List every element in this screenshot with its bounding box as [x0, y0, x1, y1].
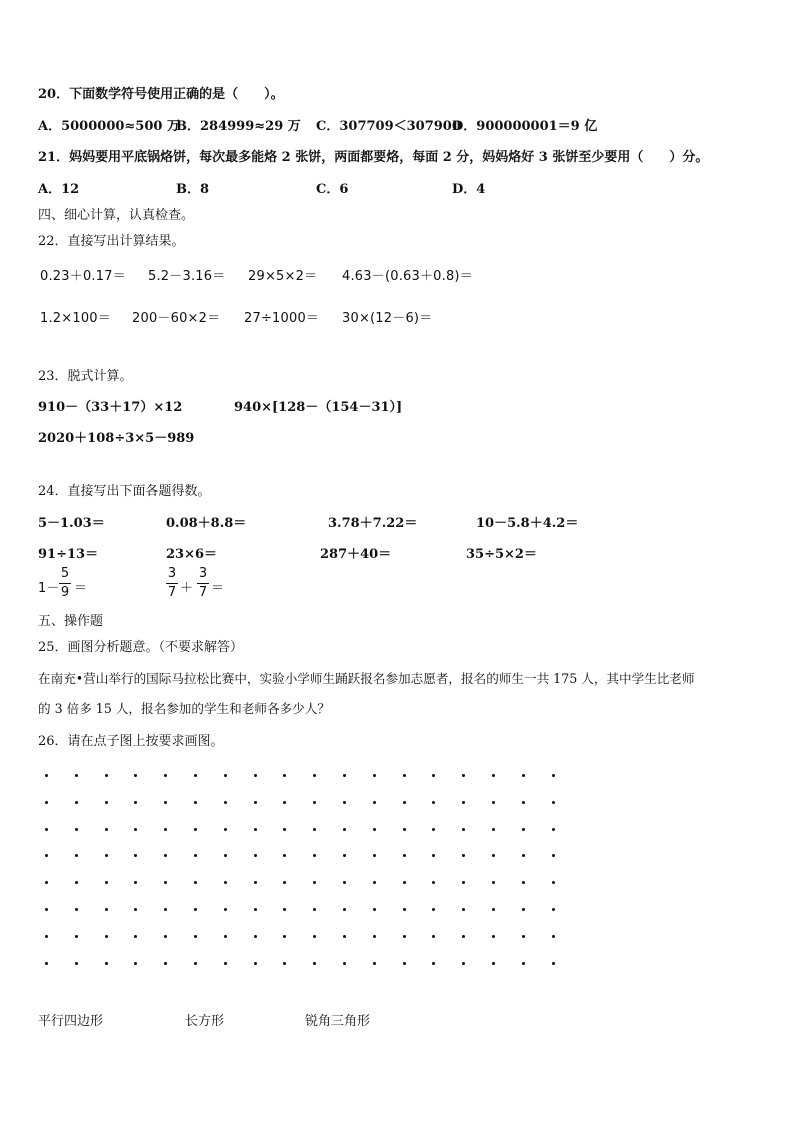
section-5-heading: 五、操作题	[38, 614, 104, 629]
grid-dot[interactable]	[313, 962, 316, 965]
grid-dot[interactable]	[105, 881, 108, 884]
q21-stem: 21．妈妈要用平底锅烙饼，每次最多能烙 2 张饼，两面都要烙，每面 2 分，妈妈烙好 3 张饼至少要用（ ）分。	[38, 150, 709, 165]
grid-dot[interactable]	[343, 881, 346, 884]
grid-dot[interactable]	[432, 854, 435, 857]
grid-dot[interactable]	[105, 854, 108, 857]
grid-dot[interactable]	[403, 962, 406, 965]
grid-dot[interactable]	[283, 828, 286, 831]
grid-dot[interactable]	[75, 881, 78, 884]
grid-dot[interactable]	[45, 828, 48, 831]
q26-label-rectangle: 长方形	[185, 1014, 225, 1029]
grid-dot[interactable]	[45, 908, 48, 911]
q26-label-parallelogram: 平行四边形	[38, 1014, 104, 1029]
grid-dot[interactable]	[432, 935, 435, 938]
grid-dot[interactable]	[552, 962, 555, 965]
q23-item-2: 940×[128－（154－31）]	[234, 400, 403, 415]
grid-dot[interactable]	[403, 801, 406, 804]
grid-dot[interactable]	[134, 774, 137, 777]
grid-dot[interactable]	[552, 908, 555, 911]
q22-expr-3: 29×5×2＝	[248, 269, 318, 284]
grid-dot[interactable]	[194, 854, 197, 857]
grid-dot[interactable]	[313, 774, 316, 777]
q22-expr-5: 1.2×100＝	[40, 311, 111, 326]
q20-stem: 20．下面数学符号使用正确的是（ ）。	[38, 87, 284, 102]
grid-dot[interactable]	[75, 908, 78, 911]
grid-dot[interactable]	[283, 774, 286, 777]
grid-dot[interactable]	[522, 908, 525, 911]
grid-dot[interactable]	[462, 962, 465, 965]
grid-dot[interactable]	[343, 801, 346, 804]
grid-dot[interactable]	[492, 881, 495, 884]
grid-dot[interactable]	[164, 854, 167, 857]
grid-dot[interactable]	[552, 801, 555, 804]
grid-dot[interactable]	[432, 828, 435, 831]
q23-item-3: 2020＋108÷3×5－989	[38, 431, 195, 446]
grid-dot[interactable]	[105, 935, 108, 938]
grid-dot[interactable]	[134, 854, 137, 857]
q24-frac2-plus: ＋	[180, 581, 194, 596]
grid-dot[interactable]	[164, 881, 167, 884]
grid-dot[interactable]	[224, 774, 227, 777]
grid-dot[interactable]	[552, 828, 555, 831]
grid-dot[interactable]	[522, 774, 525, 777]
grid-dot[interactable]	[432, 908, 435, 911]
q26-label-acute-triangle: 锐角三角形	[305, 1014, 371, 1029]
grid-dot[interactable]	[522, 828, 525, 831]
grid-dot[interactable]	[283, 854, 286, 857]
grid-dot[interactable]	[522, 801, 525, 804]
q24-frac2-numerator-1: 3	[167, 566, 177, 581]
grid-dot[interactable]	[373, 962, 376, 965]
q26-stem: 26．请在点子图上按要求画图。	[38, 734, 224, 749]
grid-dot[interactable]	[45, 801, 48, 804]
grid-dot[interactable]	[432, 881, 435, 884]
grid-dot[interactable]	[194, 801, 197, 804]
q25-text-line-1: 在南充•营山举行的国际马拉松比赛中，实验小学师生踊跃报名参加志愿者，报名的师生一共 175 人，其中学生比老师	[38, 671, 695, 686]
q24-frac2-numerator-2: 3	[198, 566, 208, 581]
grid-dot[interactable]	[313, 801, 316, 804]
grid-dot[interactable]	[313, 828, 316, 831]
q24-expr-7: 287＋40＝	[320, 547, 392, 562]
q24-frac2-second-fraction	[197, 566, 209, 601]
q24-expr-5: 91÷13＝	[38, 547, 99, 562]
q24-frac1-numerator: 5	[60, 566, 70, 581]
q20-option-b: B．284999≈29 万	[176, 119, 301, 134]
q24-expr-1: 5－1.03＝	[38, 516, 105, 531]
grid-dot[interactable]	[224, 935, 227, 938]
grid-dot[interactable]	[462, 908, 465, 911]
grid-dot[interactable]	[164, 774, 167, 777]
grid-dot[interactable]	[45, 774, 48, 777]
grid-dot[interactable]	[492, 908, 495, 911]
grid-dot[interactable]	[522, 854, 525, 857]
q22-expr-6: 200－60×2＝	[132, 311, 221, 326]
q20-option-a: A．5000000≈500 万	[38, 119, 180, 134]
grid-dot[interactable]	[492, 828, 495, 831]
grid-dot[interactable]	[313, 935, 316, 938]
q24-stem: 24．直接写出下面各题得数。	[38, 484, 211, 499]
grid-dot[interactable]	[45, 881, 48, 884]
grid-dot[interactable]	[283, 962, 286, 965]
grid-dot[interactable]	[373, 801, 376, 804]
grid-dot[interactable]	[403, 908, 406, 911]
q21-option-d: D．4	[452, 182, 486, 197]
grid-dot[interactable]	[134, 908, 137, 911]
grid-dot[interactable]	[522, 935, 525, 938]
grid-dot[interactable]	[254, 908, 257, 911]
q20-option-d: D．900000001＝9 亿	[452, 119, 598, 134]
q20-option-c: C．307709＜307900	[316, 119, 461, 134]
grid-dot[interactable]	[224, 881, 227, 884]
grid-dot[interactable]	[403, 935, 406, 938]
grid-dot[interactable]	[343, 935, 346, 938]
grid-dot[interactable]	[313, 908, 316, 911]
grid-dot[interactable]	[164, 801, 167, 804]
q24-frac1-denominator: 9	[60, 585, 70, 600]
grid-dot[interactable]	[432, 801, 435, 804]
grid-dot[interactable]	[462, 935, 465, 938]
q22-stem: 22．直接写出计算结果。	[38, 234, 185, 249]
grid-dot[interactable]	[254, 774, 257, 777]
grid-dot[interactable]	[373, 908, 376, 911]
grid-dot[interactable]	[552, 854, 555, 857]
grid-dot[interactable]	[224, 854, 227, 857]
q22-expr-2: 5.2－3.16＝	[148, 269, 226, 284]
grid-dot[interactable]	[75, 962, 78, 965]
grid-dot[interactable]	[134, 881, 137, 884]
grid-dot[interactable]	[462, 854, 465, 857]
grid-dot[interactable]	[254, 935, 257, 938]
grid-dot[interactable]	[462, 881, 465, 884]
grid-dot[interactable]	[343, 828, 346, 831]
grid-dot[interactable]	[75, 828, 78, 831]
grid-dot[interactable]	[254, 828, 257, 831]
grid-dot[interactable]	[403, 828, 406, 831]
q24-expr-4: 10－5.8＋4.2＝	[476, 516, 579, 531]
q22-expr-1: 0.23＋0.17＝	[40, 269, 126, 284]
grid-dot[interactable]	[134, 962, 137, 965]
q24-frac2-equals: ＝	[211, 581, 225, 596]
grid-dot[interactable]	[194, 962, 197, 965]
grid-dot[interactable]	[522, 962, 525, 965]
grid-dot[interactable]	[492, 935, 495, 938]
grid-dot[interactable]	[432, 774, 435, 777]
grid-dot[interactable]	[283, 881, 286, 884]
grid-dot[interactable]	[194, 881, 197, 884]
grid-dot[interactable]	[403, 854, 406, 857]
grid-dot[interactable]	[45, 962, 48, 965]
grid-dot[interactable]	[343, 854, 346, 857]
grid-dot[interactable]	[373, 881, 376, 884]
q24-frac2-denominator-1: 7	[167, 585, 177, 600]
grid-dot[interactable]	[373, 935, 376, 938]
grid-dot[interactable]	[552, 881, 555, 884]
q25-stem: 25．画图分析题意。（不要求解答）	[38, 640, 244, 655]
grid-dot[interactable]	[373, 828, 376, 831]
q25-text-line-2: 的 3 倍多 15 人，报名参加的学生和老师各多少人？	[38, 701, 330, 716]
q24-expr-2: 0.08＋8.8＝	[166, 516, 247, 531]
grid-dot[interactable]	[373, 854, 376, 857]
q24-expr-3: 3.78＋7.22＝	[328, 516, 418, 531]
grid-dot[interactable]	[164, 908, 167, 911]
grid-dot[interactable]	[283, 801, 286, 804]
grid-dot[interactable]	[105, 774, 108, 777]
section-4-heading: 四、细心计算，认真检查。	[38, 208, 195, 223]
grid-dot[interactable]	[492, 774, 495, 777]
grid-dot[interactable]	[313, 854, 316, 857]
grid-dot[interactable]	[194, 908, 197, 911]
grid-dot[interactable]	[462, 774, 465, 777]
q21-option-c: C．6	[316, 182, 349, 197]
q22-expr-7: 27÷1000＝	[244, 311, 320, 326]
q24-frac1-lead: 1－	[38, 581, 60, 596]
grid-dot[interactable]	[194, 774, 197, 777]
fraction-bar	[197, 583, 209, 584]
grid-dot[interactable]	[492, 854, 495, 857]
q24-frac2-first-fraction	[166, 566, 178, 601]
grid-dot[interactable]	[75, 854, 78, 857]
q21-option-b: B．8	[176, 182, 210, 197]
grid-dot[interactable]	[75, 935, 78, 938]
grid-dot[interactable]	[134, 801, 137, 804]
q24-frac2-denominator-2: 7	[198, 585, 208, 600]
grid-dot[interactable]	[254, 962, 257, 965]
q23-item-1: 910－（33＋17）×12	[38, 400, 183, 415]
grid-dot[interactable]	[313, 881, 316, 884]
grid-dot[interactable]	[45, 935, 48, 938]
grid-dot[interactable]	[134, 828, 137, 831]
grid-dot[interactable]	[462, 828, 465, 831]
grid-dot[interactable]	[194, 935, 197, 938]
grid-dot[interactable]	[194, 828, 197, 831]
q24-frac1-equals: ＝	[74, 581, 88, 596]
grid-dot[interactable]	[254, 854, 257, 857]
grid-dot[interactable]	[105, 908, 108, 911]
grid-dot[interactable]	[164, 828, 167, 831]
fraction-bar	[59, 583, 71, 584]
grid-dot[interactable]	[403, 774, 406, 777]
grid-dot[interactable]	[403, 881, 406, 884]
grid-dot[interactable]	[105, 801, 108, 804]
grid-dot[interactable]	[105, 962, 108, 965]
grid-dot[interactable]	[492, 801, 495, 804]
grid-dot[interactable]	[164, 962, 167, 965]
grid-dot[interactable]	[105, 828, 108, 831]
grid-dot[interactable]	[224, 962, 227, 965]
grid-dot[interactable]	[552, 774, 555, 777]
q24-frac1-fraction	[59, 566, 71, 601]
grid-dot[interactable]	[224, 801, 227, 804]
grid-dot[interactable]	[224, 828, 227, 831]
q21-option-a: A．12	[38, 182, 80, 197]
grid-dot[interactable]	[283, 908, 286, 911]
grid-dot[interactable]	[343, 962, 346, 965]
grid-dot[interactable]	[283, 935, 286, 938]
fraction-bar	[166, 583, 178, 584]
q22-expr-8: 30×(12－6)＝	[342, 311, 433, 326]
grid-dot[interactable]	[373, 774, 376, 777]
grid-dot[interactable]	[75, 774, 78, 777]
grid-dot[interactable]	[224, 908, 227, 911]
grid-dot[interactable]	[492, 962, 495, 965]
grid-dot[interactable]	[522, 881, 525, 884]
grid-dot[interactable]	[45, 854, 48, 857]
grid-dot[interactable]	[254, 881, 257, 884]
q22-expr-4: 4.63－(0.63＋0.8)＝	[342, 269, 473, 284]
grid-dot[interactable]	[343, 908, 346, 911]
grid-dot[interactable]	[462, 801, 465, 804]
q24-expr-8: 35÷5×2＝	[466, 547, 537, 562]
grid-dot[interactable]	[164, 935, 167, 938]
grid-dot[interactable]	[432, 962, 435, 965]
grid-dot[interactable]	[134, 935, 137, 938]
q23-stem: 23．脱式计算。	[38, 369, 133, 384]
grid-dot[interactable]	[552, 935, 555, 938]
grid-dot[interactable]	[75, 801, 78, 804]
grid-dot[interactable]	[254, 801, 257, 804]
q24-expr-6: 23×6＝	[166, 547, 218, 562]
grid-dot[interactable]	[343, 774, 346, 777]
